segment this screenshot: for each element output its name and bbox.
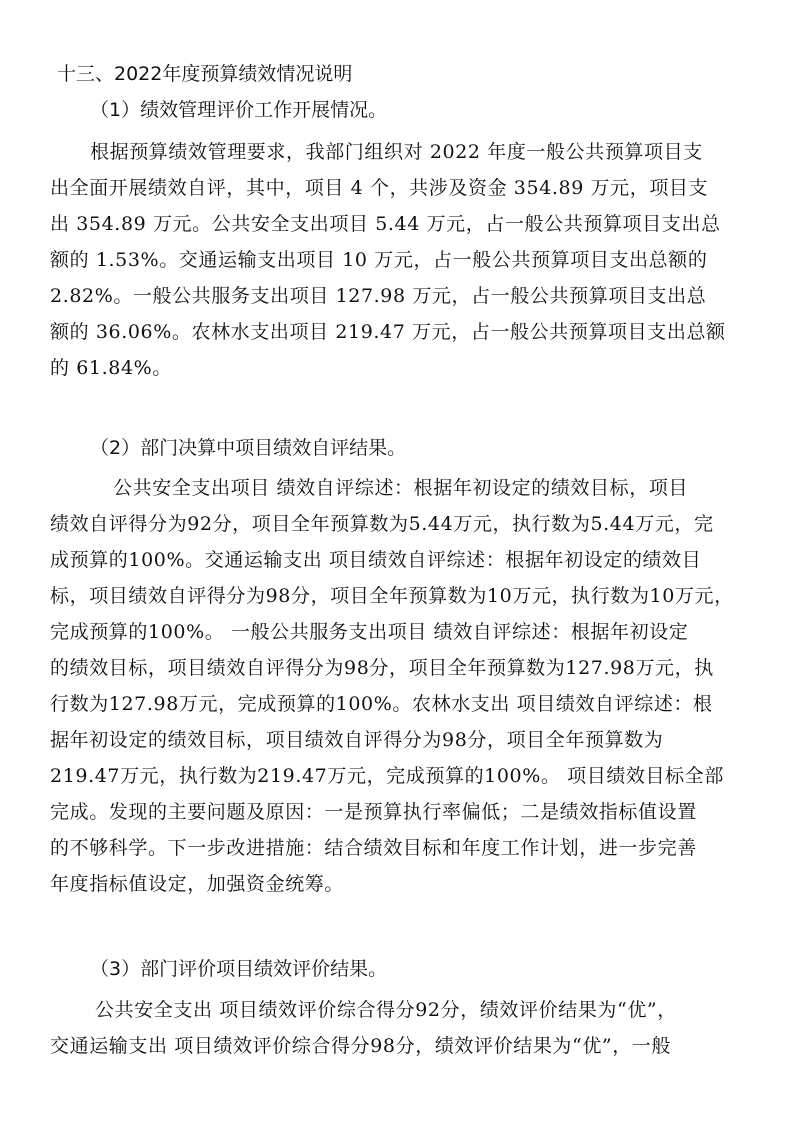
subsection-title-3: （3）部门评价项目绩效评价结果。 — [90, 958, 388, 980]
paragraph-line: 2.82%。一般公共服务支出项目 127.98 万元，占一般公共预算项目支出总 — [50, 285, 707, 307]
paragraph-line: 公共安全支出项目 绩效自评综述：根据年初设定的绩效目标，项目 — [113, 477, 689, 499]
paragraph-line: 完成预算的100%。 一般公共服务支出项目 绩效自评综述：根据年初设定 — [50, 621, 689, 643]
paragraph-line: 成预算的100%。交通运输支出 项目绩效自评综述：根据年初设定的绩效目 — [50, 549, 702, 571]
paragraph-line: 行数为127.98万元，完成预算的100%。农林水支出 项目绩效自评综述：根 — [50, 693, 713, 715]
paragraph-line: 的绩效目标，项目绩效自评得分为98分，项目全年预算数为127.98万元，执 — [50, 657, 714, 679]
paragraph-line: 出全面开展绩效自评，其中，项目 4 个，共涉及资金 354.89 万元，项目支 — [50, 177, 709, 199]
paragraph-line: 绩效自评得分为92分，项目全年预算数为5.44万元，执行数为5.44万元，完 — [50, 513, 714, 535]
paragraph-line: 的不够科学。下一步改进措施：结合绩效目标和年度工作计划，进一步完善 — [50, 837, 697, 859]
section-heading: 十三、2022年度预算绩效情况说明 — [57, 63, 353, 85]
paragraph-line: 公共安全支出 项目绩效评价综合得分92分，绩效评价结果为“优”， — [95, 999, 677, 1021]
paragraph-line: 标，项目绩效自评得分为98分，项目全年预算数为10万元，执行数为10万元， — [50, 585, 734, 607]
paragraph-line: 出 354.89 万元。公共安全支出项目 5.44 万元，占一般公共预算项目支出总 — [50, 213, 721, 235]
subsection-title-1: （1）绩效管理评价工作开展情况。 — [90, 99, 388, 121]
paragraph-line: 根据预算绩效管理要求，我部门组织对 2022 年度一般公共预算项目支 — [90, 141, 703, 163]
paragraph-line: 据年初设定的绩效目标，项目绩效自评得分为98分，项目全年预算数为 — [50, 729, 664, 751]
paragraph-line: 年度指标值设定，加强资金统筹。 — [50, 873, 345, 895]
paragraph-line: 额的 1.53%。交通运输支出项目 10 万元，占一般公共预算项目支出总额的 — [50, 249, 708, 271]
paragraph-line: 额的 36.06%。农林水支出项目 219.47 万元，占一般公共预算项目支出总额 — [50, 321, 726, 343]
paragraph-line: 完成。发现的主要问题及原因：一是预算执行率偏低；二是绩效指标值设置 — [50, 801, 697, 823]
paragraph-line: 219.47万元，执行数为219.47万元，完成预算的100%。 项目绩效目标全部 — [50, 765, 724, 787]
subsection-title-2: （2）部门决算中项目绩效自评结果。 — [90, 437, 407, 459]
paragraph-line: 交通运输支出 项目绩效评价综合得分98分，绩效评价结果为“优”，一般 — [50, 1035, 672, 1057]
paragraph-line: 的 61.84%。 — [50, 357, 172, 379]
